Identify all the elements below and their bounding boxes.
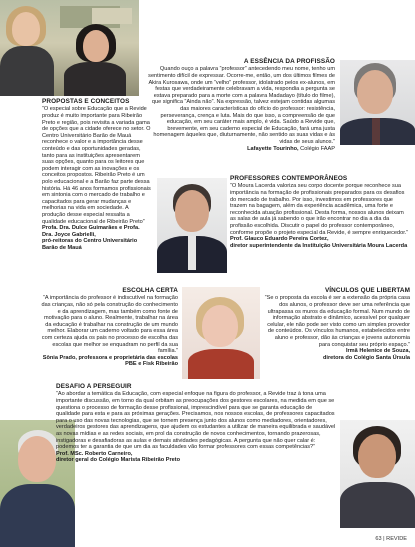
title-essencia: A ESSÊNCIA DA PROFISSÃO [243, 58, 335, 65]
role-desafio: diretor geral do Colégio Marista Ribeirão Preto [56, 457, 181, 464]
title-escolha: ESCOLHA CERTA [122, 287, 178, 294]
title-desafio: DESAFIO A PERSEGUIR [56, 383, 132, 390]
article-desafio [56, 383, 338, 464]
body-vinculos: “Se o proposta da escola é ser a extensão da própria casa dos alunos, o professor deve ser uma referência que ultrapassa os muros da educação formal. Num mundo de informação abstrato e dinâmico, acessível por qualquer celular, ele não pode ser visto como um simples provedor de conteúdos. Os vínculos humanos, estabelecidos entre aluno e professor, dão às crianças e jovens autonomia para conquistar seu próprio espaço.” [264, 295, 410, 348]
page-number: 63 | REVIDE [375, 536, 407, 542]
body-propostas: “O especial sobre Educação que a Revide produz é muito importante para Ribeirão Preto e região, pois revisita a variada gama de opções que a cidade oferece no setor. O Centro Universitário Barão de Mauá reconhece o valor e a importância desse conteúdo e das oportunidades geradas, tanto para as instituições apresentarem suas opções, quanto para os leitores que podem interagir com as inovações e os conceitos propostos. Ribeirão Preto é um polo educacional e a Barão faz parte dessa história. Há 46 anos formamos profissionais em sintonia com o mercado de trabalho e capacitados para gerar mudanças e melhorias na vida em sociedade. A produção desse especial ressalta a qualidade educacional de Ribeirão Preto” [42, 106, 151, 225]
article-essencia [147, 58, 335, 152]
sig-propostas: Profa. Dra. Dulce Guimarães e Profa. Dra. Joyce Gabrielli, [42, 225, 140, 238]
sig-desafio: Prof. MSc. Roberto Carneiro, [56, 450, 133, 457]
role-escolha: professora e proprietária das escolas PBE e Fisk Ribeirão [78, 354, 178, 368]
photo-helenice [340, 420, 415, 528]
photo-dulce-joyce [0, 0, 139, 96]
article-professores [230, 175, 410, 249]
body-professores: “O Moura Lacerda valoriza seu corpo docente porque reconhece sua importância na formação de profissionais preparados para os desafios do mercado de trabalho. Por isso, investimos em professores que trazem na bagagem, além da experiência acadêmica, uma forte e reconhecida atuação profissional. Desta forma, nossos alunos deixam as salas de aula já sabendo o que irão encontrar no dia a dia da profissão escolhida. Discutir o papel do professor contemporâneo, conforme propõe o projeto especial da Revide, é sempre enriquecedor.” [230, 183, 409, 236]
body-essencia: Quando ouço a palavra “professor” antecedendo meu nome, tenho um sentimento difícil de expressar. Ocorre-me, então, um dos últimos filmes de Akira Kurosawa, onde um “velho” professor, idolatrado pelos ex-alunos, em festas que verdadeiramente celebravam a vida, respondia a pergunta se estava preparado para a morte com a palavra Madadayo (título do filme), que significa “Ainda não”. Na expressão, talvez estejam contidas algumas das maiores características do ofício do professor: resistência, perseverança, crença e luta. Mais do que isso, a compreensão de que educação, em seu caráter mais amplo, é vida. Saúdo a Revide que, brevemente, em seu caderno especial de Educação, fará uma justa homenagem àqueles que, diuturnamente, não sentido as suas vidas e às vidas de seus alunos.” [148, 66, 335, 145]
role-propostas: pró-reitoras do Centro Universitário Barão de Mauá [42, 238, 138, 251]
article-vinculos [264, 287, 410, 361]
sig-professores: Prof. Glauco Eduardo Pereira Cortez, [230, 236, 329, 243]
sig-escolha: Sônia Prado, [42, 354, 77, 361]
photo-sonia [182, 287, 260, 379]
body-escolha: “A importância do professor é indiscutível na formação das crianças, não só pela construção do conhecimento e da aprendizagem, mas também como fonte de motivação para o aluno. Realmente, trabalhar na área da educação é trabalhar na construção de um mundo melhor. Elaborar um caderno voltado para essa área com certeza ajuda os pais no processo de escolha das escolas que melhor se enquadram no perfil da sua família.” [41, 295, 178, 355]
sig-vinculos: Irmã Helenice de Souza, [345, 348, 410, 355]
role-essencia: Colégio FAAP [300, 145, 335, 152]
sig-essencia: Lafayette Tourinho, [247, 145, 299, 152]
photo-lafayette [340, 60, 415, 145]
article-propostas [42, 98, 152, 251]
role-professores: diretor superintendente da Instituição Universitária Moura Lacerda [230, 242, 408, 249]
title-vinculos: VÍNCULOS QUE LIBERTAM [324, 287, 410, 294]
title-professores: PROFESSORES CONTEMPORÂNEOS [230, 175, 348, 182]
title-propostas: PROPOSTAS E CONCEITOS [42, 98, 130, 105]
photo-glauco [157, 178, 227, 273]
role-vinculos: diretora do Colégio Santa Úrsula [322, 354, 410, 361]
article-escolha [40, 287, 178, 368]
body-desafio: “Ao abordar a temática da Educação, com especial enfoque na figura do professor, a Revide traz à tona uma importante discussão, em torno da qual orbitam as preocupações dos gestores escolares, na medida em que se questiona o processo de formação desse profissional, imprescindível para que se garanta educação de qualidade para esta e para as próximas gerações. Precisamos, nos nossos escolas, de professores capacitados para o uso das novas tecnologias, que se tornem presença junto dos alunos como mediadores, orientadores, verdadeiros gestores das aprendizagens, que ajudem os estudantes a utilizar de maneira equilibrada e saudável as novas mídias e as redes sociais, em prol da construção de novos conhecimentos, tornando prazerosas, instigadoras e desafiadoras as aulas e demais atividades pedagógicas. A pergunta que não quer calar é: podemos ter a garantia de que um dia as faculdades vão formar professores com essas competências?” [56, 391, 336, 451]
